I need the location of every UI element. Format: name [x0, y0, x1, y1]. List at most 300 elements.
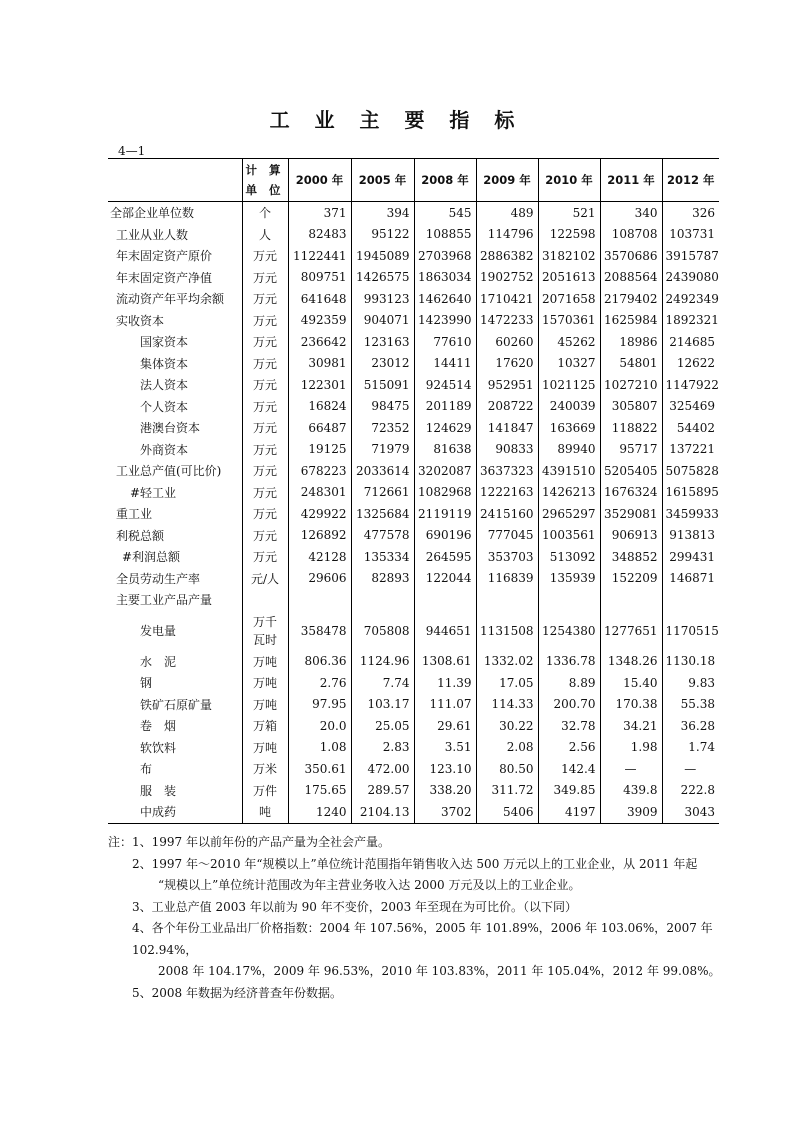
- cell-value: 42128: [288, 546, 351, 568]
- cell-value: 95122: [351, 224, 414, 246]
- header-year: 2009 年: [476, 159, 538, 202]
- cell-value: 1426575: [351, 267, 414, 289]
- cell-value: 1131508: [476, 611, 538, 651]
- note-line: “规模以上”单位统计范围改为年主营业务收入达 2000 万元及以上的工业企业。: [158, 878, 581, 892]
- row-unit: 万元: [242, 245, 288, 267]
- table-row: [108, 611, 719, 651]
- cell-value: 545: [414, 202, 476, 224]
- cell-value: 9.83: [662, 672, 719, 694]
- row-unit: 万元: [242, 396, 288, 418]
- cell-value: 114.33: [476, 694, 538, 716]
- cell-value: 690196: [414, 525, 476, 547]
- row-label: 集体资本: [140, 356, 189, 371]
- cell-value: 1.98: [600, 737, 662, 759]
- row-unit: 万元: [242, 503, 288, 525]
- cell-value: 2439080: [662, 267, 719, 289]
- cell-value: 1472233: [476, 310, 538, 332]
- cell-value: 289.57: [351, 780, 414, 802]
- cell-value: 14411: [414, 353, 476, 375]
- cell-value: 1423990: [414, 310, 476, 332]
- cell-value: 2071658: [538, 288, 600, 310]
- cell-value: 2.56: [538, 737, 600, 759]
- cell-value: 1170515: [662, 611, 719, 651]
- header-year: 2012 年: [662, 159, 719, 202]
- cell-value: 2119119: [414, 503, 476, 525]
- cell-value: 904071: [351, 310, 414, 332]
- cell-value: 1426213: [538, 482, 600, 504]
- cell-value: 350.61: [288, 758, 351, 780]
- cell-value: [288, 589, 351, 611]
- cell-value: 23012: [351, 353, 414, 375]
- row-label: 服 装: [140, 783, 177, 798]
- cell-value: 123.10: [414, 758, 476, 780]
- cell-value: 1130.18: [662, 651, 719, 673]
- table-row: [108, 267, 719, 289]
- cell-value: 108855: [414, 224, 476, 246]
- cell-value: —: [662, 758, 719, 780]
- cell-value: 3570686: [600, 245, 662, 267]
- cell-value: 111.07: [414, 694, 476, 716]
- table-row: [108, 331, 719, 353]
- cell-value: 1082968: [414, 482, 476, 504]
- cell-value: 325469: [662, 396, 719, 418]
- cell-value: 1332.02: [476, 651, 538, 673]
- row-label: 铁矿石原矿量: [140, 697, 213, 712]
- row-label: 国家资本: [140, 335, 189, 350]
- table-row: [108, 672, 719, 694]
- note-line: 5、2008 年数据为经济普查年份数据。: [132, 985, 342, 1000]
- row-unit: 万元: [242, 267, 288, 289]
- note-line: 3、工业总产值 2003 年以前为 90 年不变价，2003 年至现在为可比价。（以下同）: [132, 899, 578, 914]
- table-row: [108, 245, 719, 267]
- table-row: [108, 503, 719, 525]
- cell-value: 30.22: [476, 715, 538, 737]
- cell-value: 163669: [538, 417, 600, 439]
- cell-value: 3915787: [662, 245, 719, 267]
- row-label: 水 泥: [140, 654, 177, 669]
- cell-value: 60260: [476, 331, 538, 353]
- cell-value: 1027210: [600, 374, 662, 396]
- row-unit: 万元: [242, 417, 288, 439]
- row-unit: 万元: [242, 439, 288, 461]
- cell-value: 1325684: [351, 503, 414, 525]
- cell-value: 777045: [476, 525, 538, 547]
- cell-value: 122301: [288, 374, 351, 396]
- cell-value: 1.74: [662, 737, 719, 759]
- cell-value: 338.20: [414, 780, 476, 802]
- row-unit: 万元: [242, 288, 288, 310]
- row-unit: 万件: [242, 780, 288, 802]
- cell-value: 906913: [600, 525, 662, 547]
- cell-value: 809751: [288, 267, 351, 289]
- cell-value: 122044: [414, 568, 476, 590]
- cell-value: 5075828: [662, 460, 719, 482]
- header-year: 2011 年: [600, 159, 662, 202]
- cell-value: [662, 589, 719, 611]
- cell-value: 1277651: [600, 611, 662, 651]
- cell-value: 348852: [600, 546, 662, 568]
- cell-value: 641648: [288, 288, 351, 310]
- cell-value: 3459933: [662, 503, 719, 525]
- cell-value: 175.65: [288, 780, 351, 802]
- cell-value: 103731: [662, 224, 719, 246]
- cell-value: 71979: [351, 439, 414, 461]
- cell-value: 1222163: [476, 482, 538, 504]
- table-row: [108, 310, 719, 332]
- cell-value: 515091: [351, 374, 414, 396]
- table-number: 4—1: [118, 144, 146, 158]
- cell-value: 489: [476, 202, 538, 224]
- cell-value: 1462640: [414, 288, 476, 310]
- row-unit: 万箱: [242, 715, 288, 737]
- cell-value: 1902752: [476, 267, 538, 289]
- cell-value: 80.50: [476, 758, 538, 780]
- row-label: 年末固定资产净值: [116, 270, 213, 285]
- row-label: 流动资产年平均余额: [116, 292, 225, 307]
- cell-value: 55.38: [662, 694, 719, 716]
- cell-value: 429922: [288, 503, 351, 525]
- cell-value: 82483: [288, 224, 351, 246]
- row-label: 中成药: [108, 801, 242, 823]
- note-line: 2008 年 104.17%，2009 年 96.53%，2010 年 103.83%，2011 年 105.04%，2012 年 99.08%。: [158, 964, 721, 978]
- cell-value: 3637323: [476, 460, 538, 482]
- cell-value: 3909: [600, 801, 662, 823]
- cell-value: 705808: [351, 611, 414, 651]
- cell-value: 72352: [351, 417, 414, 439]
- cell-value: 1570361: [538, 310, 600, 332]
- row-unit: 万元: [242, 460, 288, 482]
- cell-value: 924514: [414, 374, 476, 396]
- cell-value: 1336.78: [538, 651, 600, 673]
- cell-value: 913813: [662, 525, 719, 547]
- industry-indicators-table: [108, 158, 719, 824]
- cell-value: 3182102: [538, 245, 600, 267]
- cell-value: 116839: [476, 568, 538, 590]
- cell-value: 103.17: [351, 694, 414, 716]
- table-row: [108, 546, 719, 568]
- cell-value: 4391510: [538, 460, 600, 482]
- row-unit: 万元: [242, 331, 288, 353]
- cell-value: 1625984: [600, 310, 662, 332]
- table-row: [108, 780, 719, 802]
- cell-value: 77610: [414, 331, 476, 353]
- cell-value: 264595: [414, 546, 476, 568]
- cell-value: 806.36: [288, 651, 351, 673]
- cell-value: 222.8: [662, 780, 719, 802]
- cell-value: 12622: [662, 353, 719, 375]
- table-row: [108, 288, 719, 310]
- row-label: 主要工业产品产量: [116, 593, 213, 608]
- header-year: 2010 年: [538, 159, 600, 202]
- cell-value: 5406: [476, 801, 538, 823]
- table-row: [108, 353, 719, 375]
- row-label: 布: [140, 762, 153, 777]
- row-label: 法人资本: [140, 378, 189, 393]
- cell-value: 394: [351, 202, 414, 224]
- cell-value: 34.21: [600, 715, 662, 737]
- cell-value: 1021125: [538, 374, 600, 396]
- cell-value: 521: [538, 202, 600, 224]
- cell-value: 1863034: [414, 267, 476, 289]
- cell-value: 248301: [288, 482, 351, 504]
- table-row: [108, 439, 719, 461]
- cell-value: 2.83: [351, 737, 414, 759]
- table-row: [108, 694, 719, 716]
- cell-value: 18986: [600, 331, 662, 353]
- cell-value: 137221: [662, 439, 719, 461]
- row-label: 全员劳动生产率: [116, 571, 201, 586]
- cell-value: 208722: [476, 396, 538, 418]
- row-unit: 万米: [242, 758, 288, 780]
- row-label: 软饮料: [140, 740, 177, 755]
- cell-value: 32.78: [538, 715, 600, 737]
- cell-value: 30981: [288, 353, 351, 375]
- cell-value: 2.08: [476, 737, 538, 759]
- row-label: 钢: [140, 676, 153, 691]
- row-label: 全部企业单位数: [110, 206, 195, 221]
- row-unit: 元/人: [242, 568, 288, 590]
- cell-value: 371: [288, 202, 351, 224]
- row-label: 卷 烟: [140, 719, 177, 734]
- cell-value: 2.76: [288, 672, 351, 694]
- cell-value: 1615895: [662, 482, 719, 504]
- cell-value: 124629: [414, 417, 476, 439]
- header-indicator: [108, 159, 242, 202]
- cell-value: 1124.96: [351, 651, 414, 673]
- cell-value: 8.89: [538, 672, 600, 694]
- cell-value: 66487: [288, 417, 351, 439]
- cell-value: 89940: [538, 439, 600, 461]
- cell-value: 214685: [662, 331, 719, 353]
- row-label: 工业从业人数: [116, 227, 189, 242]
- header-unit: 计 算 单 位: [242, 159, 288, 202]
- row-label: 外商资本: [140, 442, 189, 457]
- cell-value: 2033614: [351, 460, 414, 482]
- cell-value: 299431: [662, 546, 719, 568]
- table-row: [108, 482, 719, 504]
- row-unit: 人: [242, 224, 288, 246]
- cell-value: 90833: [476, 439, 538, 461]
- row-unit: 万吨: [242, 737, 288, 759]
- table-row: [108, 202, 719, 224]
- table-row: [108, 651, 719, 673]
- cell-value: [414, 589, 476, 611]
- row-unit: 万吨: [242, 694, 288, 716]
- cell-value: 108708: [600, 224, 662, 246]
- cell-value: 1945089: [351, 245, 414, 267]
- cell-value: [600, 589, 662, 611]
- note-line: 2、1997 年～2010 年“规模以上”单位统计范围指年销售收入达 500 万元以上的工业企业，从 2011 年起: [132, 856, 698, 871]
- table-row: [108, 460, 719, 482]
- cell-value: 1710421: [476, 288, 538, 310]
- cell-value: 3202087: [414, 460, 476, 482]
- cell-value: 353703: [476, 546, 538, 568]
- cell-value: 712661: [351, 482, 414, 504]
- cell-value: 45262: [538, 331, 600, 353]
- row-label: 年末固定资产原价: [116, 249, 213, 264]
- cell-value: 3702: [414, 801, 476, 823]
- cell-value: 1254380: [538, 611, 600, 651]
- row-unit: 吨: [242, 801, 288, 823]
- cell-value: 1348.26: [600, 651, 662, 673]
- cell-value: 2088564: [600, 267, 662, 289]
- cell-value: 135334: [351, 546, 414, 568]
- cell-value: 305807: [600, 396, 662, 418]
- cell-value: 439.8: [600, 780, 662, 802]
- cell-value: 2051613: [538, 267, 600, 289]
- page-title: 工 业 主 要 指 标: [269, 108, 524, 132]
- cell-value: 54402: [662, 417, 719, 439]
- cell-value: 513092: [538, 546, 600, 568]
- row-unit: 万元: [242, 310, 288, 332]
- cell-value: 29606: [288, 568, 351, 590]
- cell-value: 146871: [662, 568, 719, 590]
- cell-value: 201189: [414, 396, 476, 418]
- row-label: 工业总产值(可比价): [116, 464, 222, 479]
- cell-value: 340: [600, 202, 662, 224]
- cell-value: 1676324: [600, 482, 662, 504]
- row-unit: 个: [242, 202, 288, 224]
- cell-value: 135939: [538, 568, 600, 590]
- cell-value: 3.51: [414, 737, 476, 759]
- cell-value: 15.40: [600, 672, 662, 694]
- cell-value: 20.0: [288, 715, 351, 737]
- cell-value: 2415160: [476, 503, 538, 525]
- row-label: 发电量: [140, 624, 177, 638]
- cell-value: 952951: [476, 374, 538, 396]
- row-unit: [242, 589, 288, 611]
- cell-value: 114796: [476, 224, 538, 246]
- cell-value: 4197: [538, 801, 600, 823]
- cell-value: 7.74: [351, 672, 414, 694]
- row-unit: 万千瓦时: [242, 611, 288, 651]
- cell-value: 349.85: [538, 780, 600, 802]
- cell-value: 2104.13: [351, 801, 414, 823]
- cell-value: 118822: [600, 417, 662, 439]
- cell-value: 170.38: [600, 694, 662, 716]
- note-line: 4、各个年份工业品出厂价格指数：2004 年 107.56%，2005 年 101.89%，2006 年 103.06%，2007 年 102.94%，: [132, 921, 713, 957]
- row-unit: 万吨: [242, 672, 288, 694]
- cell-value: 81638: [414, 439, 476, 461]
- row-label: 港澳台资本: [140, 421, 201, 436]
- cell-value: 1003561: [538, 525, 600, 547]
- cell-value: 95717: [600, 439, 662, 461]
- cell-value: 2965297: [538, 503, 600, 525]
- cell-value: 358478: [288, 611, 351, 651]
- table-row: [108, 224, 719, 246]
- table-row: [108, 396, 719, 418]
- cell-value: 19125: [288, 439, 351, 461]
- row-unit: 万元: [242, 353, 288, 375]
- table-row: [108, 801, 719, 823]
- header-year: 2000 年: [288, 159, 351, 202]
- cell-value: 17.05: [476, 672, 538, 694]
- cell-value: 25.05: [351, 715, 414, 737]
- header-year: 2005 年: [351, 159, 414, 202]
- cell-value: 11.39: [414, 672, 476, 694]
- cell-value: 17620: [476, 353, 538, 375]
- row-unit: 万元: [242, 546, 288, 568]
- cell-value: [476, 589, 538, 611]
- row-unit: 万元: [242, 525, 288, 547]
- table-row: [108, 589, 719, 611]
- table-row: [108, 737, 719, 759]
- cell-value: 122598: [538, 224, 600, 246]
- cell-value: 10327: [538, 353, 600, 375]
- cell-value: 98475: [351, 396, 414, 418]
- cell-value: 142.4: [538, 758, 600, 780]
- cell-value: —: [600, 758, 662, 780]
- cell-value: 326: [662, 202, 719, 224]
- row-label: 利税总额: [116, 528, 165, 543]
- cell-value: 97.95: [288, 694, 351, 716]
- cell-value: 5205405: [600, 460, 662, 482]
- cell-value: 678223: [288, 460, 351, 482]
- row-unit: 万吨: [242, 651, 288, 673]
- cell-value: 2179402: [600, 288, 662, 310]
- header-row: [108, 159, 719, 202]
- cell-value: 1308.61: [414, 651, 476, 673]
- cell-value: 2703968: [414, 245, 476, 267]
- cell-value: 993123: [351, 288, 414, 310]
- cell-value: [538, 589, 600, 611]
- cell-value: 1892321: [662, 310, 719, 332]
- cell-value: 36.28: [662, 715, 719, 737]
- row-label: 个人资本: [140, 399, 189, 414]
- cell-value: 200.70: [538, 694, 600, 716]
- table-row: [108, 525, 719, 547]
- cell-value: 236642: [288, 331, 351, 353]
- cell-value: 3043: [662, 801, 719, 823]
- cell-value: 16824: [288, 396, 351, 418]
- row-label: 实收资本: [116, 313, 165, 328]
- table-row: [108, 758, 719, 780]
- cell-value: 477578: [351, 525, 414, 547]
- cell-value: 2886382: [476, 245, 538, 267]
- table-row: [108, 374, 719, 396]
- table-row: [108, 715, 719, 737]
- cell-value: 1147922: [662, 374, 719, 396]
- row-label: #轻工业: [130, 485, 177, 500]
- cell-value: 240039: [538, 396, 600, 418]
- cell-value: 82893: [351, 568, 414, 590]
- row-label: #利润总额: [122, 550, 181, 565]
- row-label: 重工业: [116, 507, 153, 522]
- cell-value: 29.61: [414, 715, 476, 737]
- cell-value: 141847: [476, 417, 538, 439]
- cell-value: 472.00: [351, 758, 414, 780]
- row-unit: 万元: [242, 374, 288, 396]
- cell-value: 311.72: [476, 780, 538, 802]
- cell-value: 2492349: [662, 288, 719, 310]
- cell-value: 1.08: [288, 737, 351, 759]
- table-row: [108, 417, 719, 439]
- cell-value: 123163: [351, 331, 414, 353]
- note-line: 注：1、1997 年以前年份的产品产量为全社会产量。: [108, 835, 390, 849]
- cell-value: 1240: [288, 801, 351, 823]
- cell-value: 152209: [600, 568, 662, 590]
- footnotes: [108, 832, 748, 1004]
- cell-value: 126892: [288, 525, 351, 547]
- cell-value: [351, 589, 414, 611]
- cell-value: 1122441: [288, 245, 351, 267]
- cell-value: 3529081: [600, 503, 662, 525]
- header-year: 2008 年: [414, 159, 476, 202]
- cell-value: 54801: [600, 353, 662, 375]
- cell-value: 492359: [288, 310, 351, 332]
- table-row: [108, 568, 719, 590]
- row-unit: 万元: [242, 482, 288, 504]
